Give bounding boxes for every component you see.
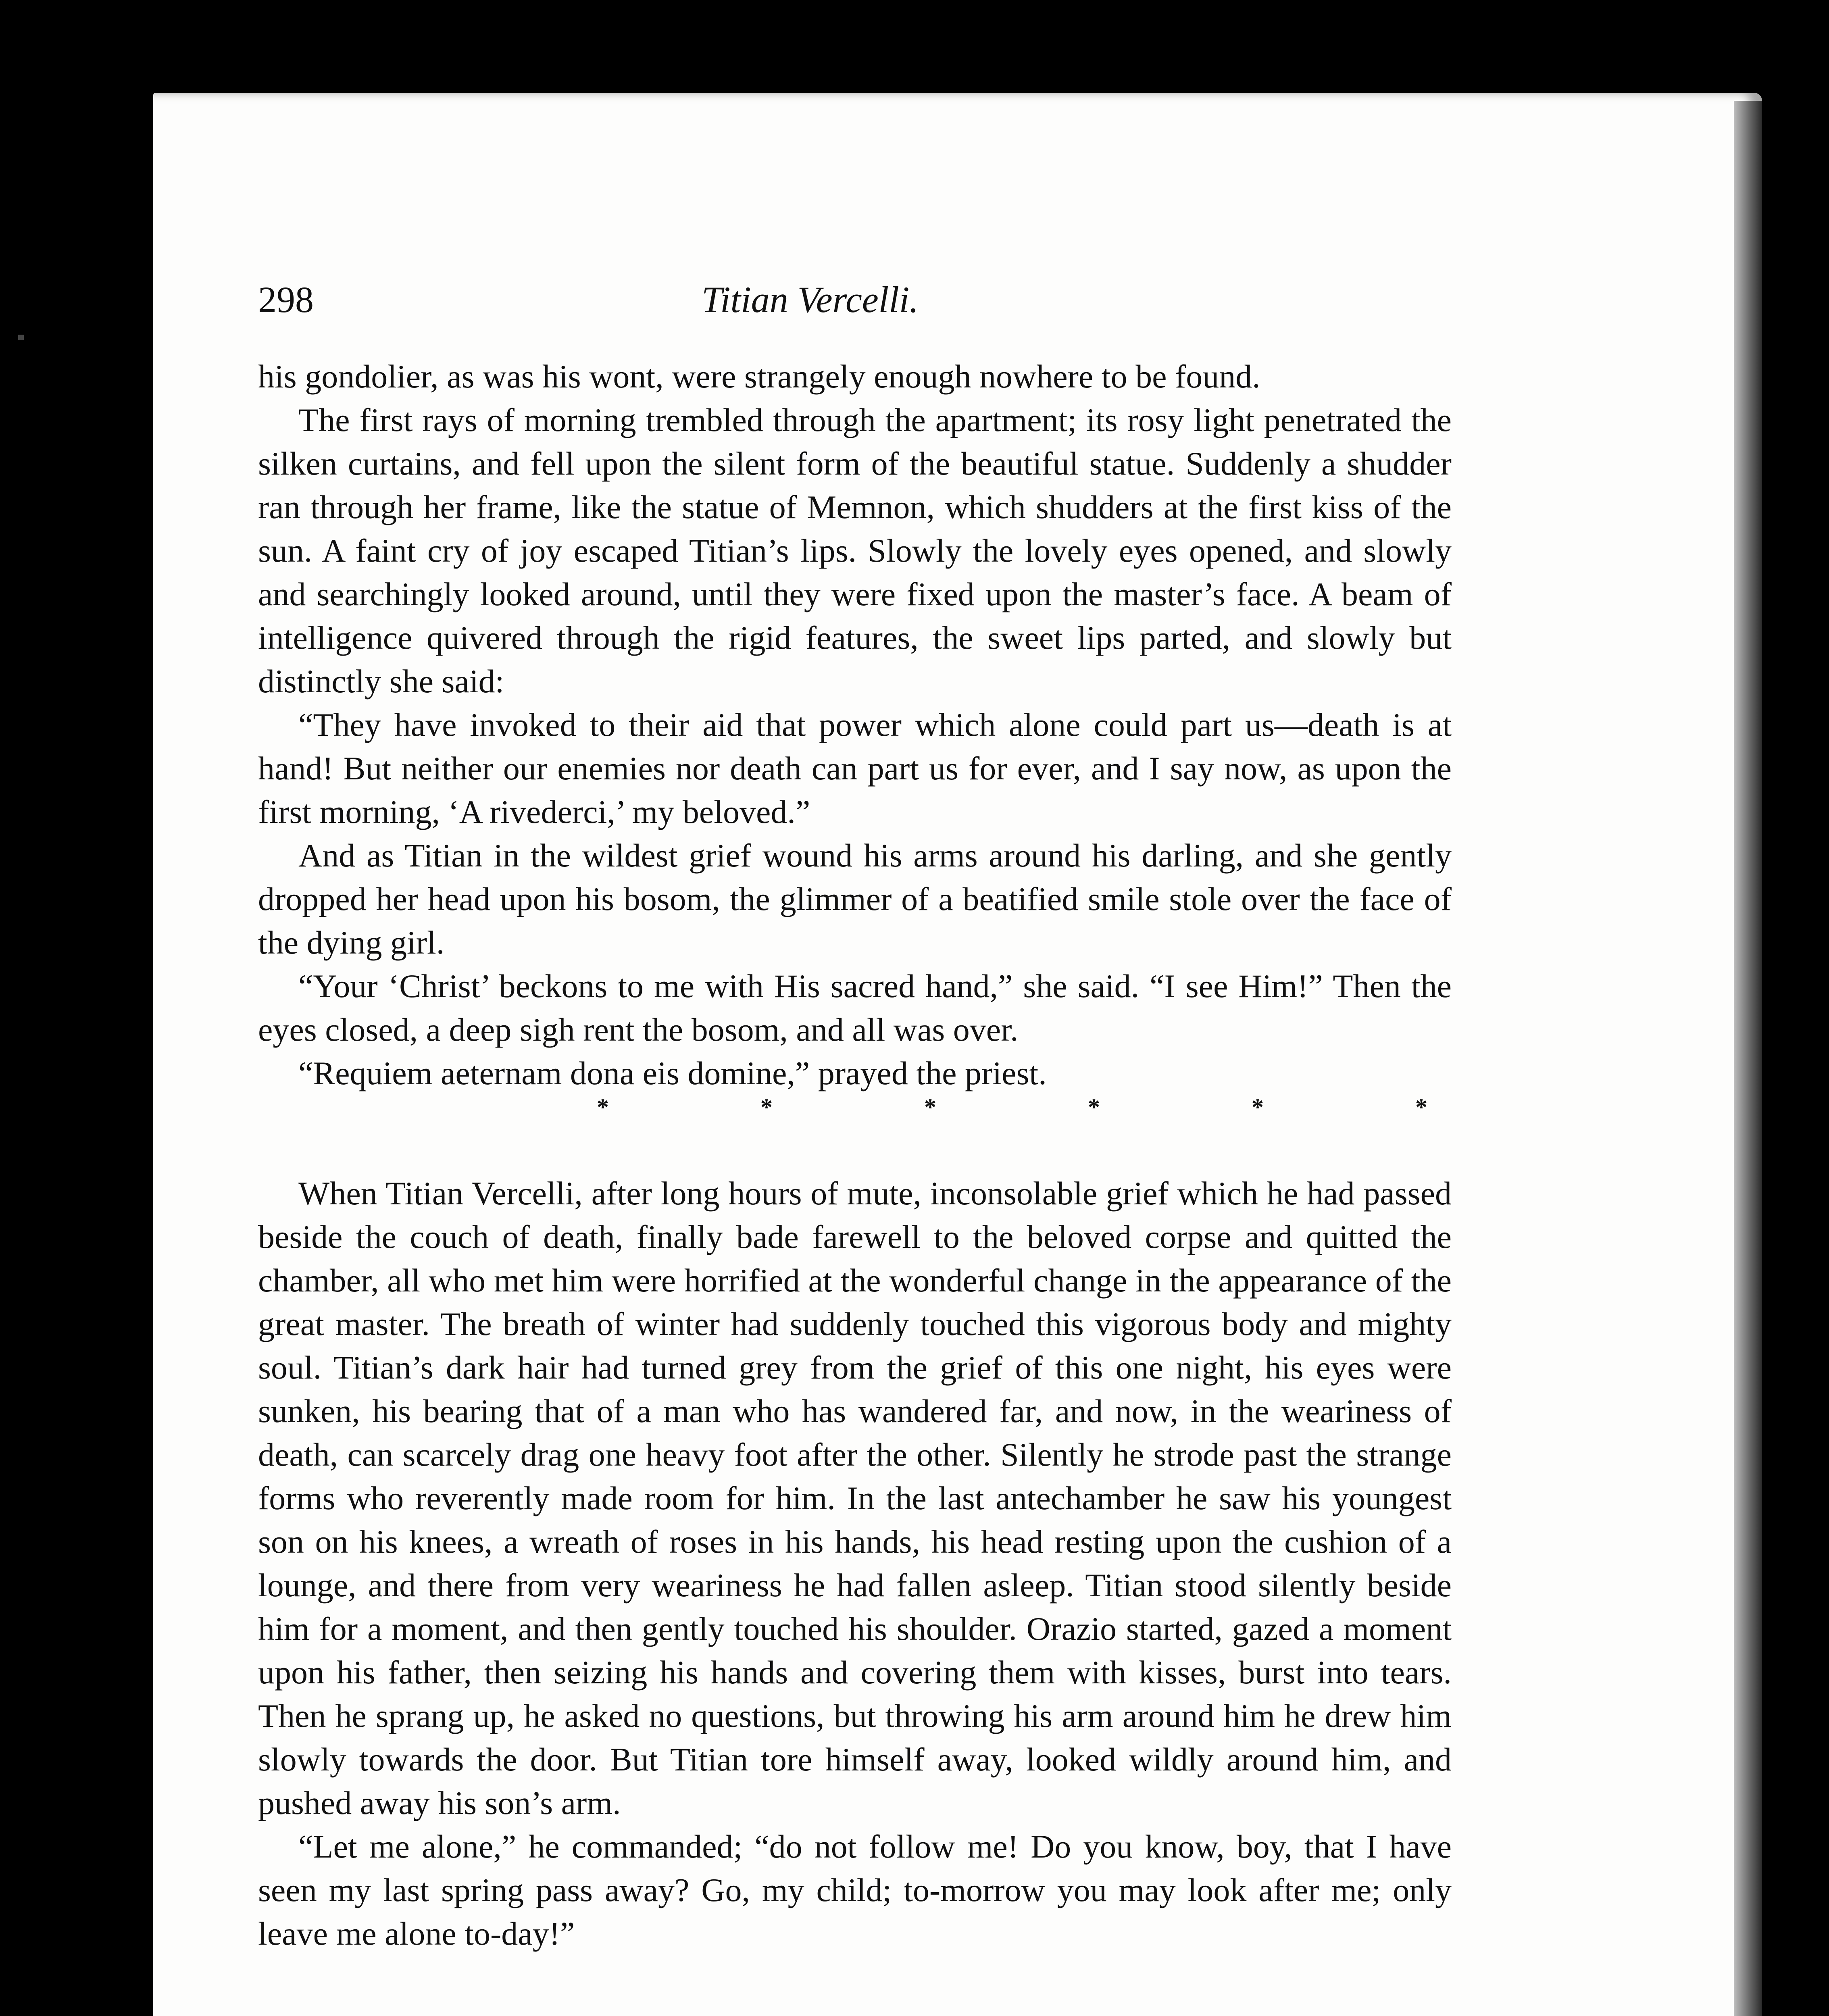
page-number: 298 <box>258 279 314 320</box>
paragraph: And as Titian in the wildest grief wound his arms around his darling, and she gently dropped her head upon his bosom, the glimmer of a beatified smile stole over the face of the dying girl. <box>258 837 1452 961</box>
scan-speck <box>18 335 24 340</box>
separator-asterisk: * <box>597 1094 609 1120</box>
separator-asterisk: * <box>760 1094 773 1120</box>
paragraph: When Titian Vercelli, after long hours of mute, inconsolable grief which he had passed beside the couch of death, finally bade farewell to the beloved corpse and quitted the chamber, all who met him were horrified at the wonderful change in the appearance of the great master. The breath of winter had suddenly touched this vigorous body and mighty soul. Titian’s dark hair had turned grey from the grief of this one night, his eyes were sunken, his bearing that of a man who has wandered far, and now, in the weariness of death, can scarcely drag one heavy foot after the other. Silently he strode past the strange forms who reverently made room for him. In the last antechamber he saw his youngest son on his knees, a wreath of roses in his hands, his head resting upon the cushion of a lounge, and there from very weariness he had fallen asleep. Titian stood silently beside him for a moment, and then gently touched his shoulder. Orazio started, gazed a moment upon his father, then seizing his hands and covering them with kisses, burst into tears. Then he sprang up, he asked no questions, but throwing his arm around him he drew him slowly towards the door. But Titian tore himself away, looked wildly around him, and pushed away his son’s arm. <box>258 1175 1452 1821</box>
separator-asterisk: * <box>1252 1094 1264 1120</box>
paragraph: “Your ‘Christ’ beckons to me with His sacred hand,” she said. “I see Him!” Then the eyes closed, a deep sigh rent the bosom, and all was over. <box>258 968 1452 1048</box>
paragraph: “Let me alone,” he commanded; “do not follow me! Do you know, boy, that I have seen my last spring pass away? Go, my child; to-morrow you may look after me; only leave me alone to-day!” <box>258 1828 1452 1952</box>
separator-asterisk: * <box>924 1094 936 1120</box>
separator-asterisk: * <box>1088 1094 1100 1120</box>
page-edge-shadow <box>1734 101 1762 2016</box>
section-separator <box>597 1091 1427 1172</box>
separator-asterisk: * <box>1415 1094 1427 1120</box>
running-title: Titian Vercelli. <box>702 279 919 320</box>
body-text <box>258 355 1452 1956</box>
paragraph: “Requiem aeternam dona eis domine,” prayed the priest. <box>298 1055 1047 1091</box>
paragraph: his gondolier, as was his wont, were strangely enough nowhere to be found. <box>258 358 1260 395</box>
paragraph: The first rays of morning trembled through the apartment; its rosy light penetrated the silken curtains, and fell upon the silent form of the beautiful statue. Suddenly a shudder ran through her frame, like the statue of Memnon, which shudders at the first kiss of the sun. A faint cry of joy escaped Titian’s lips. Slowly the lovely eyes opened, and slowly and searchingly looked around, until they were fixed upon the master’s face. A beam of intelligence quivered through the rigid features, the sweet lips parted, and slowly but distinctly she said: <box>258 402 1452 700</box>
paragraph: “They have invoked to their aid that power which alone could part us—death is at hand! But neither our enemies nor death can part us for ever, and I say now, as upon the first morning, ‘A rivederci,’ my beloved.” <box>258 706 1452 830</box>
running-head <box>258 278 1444 327</box>
